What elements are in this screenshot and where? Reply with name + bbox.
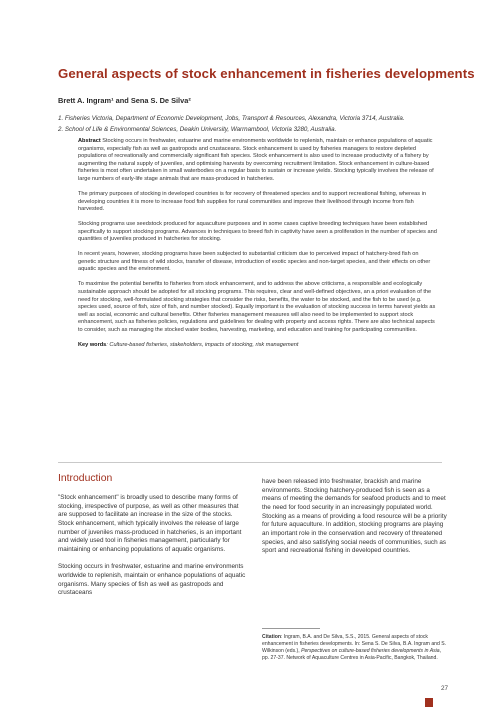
page-marker-square [425,698,433,707]
abstract-label: Abstract [78,138,101,144]
paper-title: General aspects of stock enhancement in fisheries developments [58,66,475,81]
citation: Citation: Ingram, B.A. and De Silva, S.S., 2015. General aspects of stock enhancement in fisheries developments. In: Sena S. De Silva, B.A. Ingram and S. Wilkinson (eds.), Perspectives on culture-based fisheries developments in Asia, pp. 27-37. Network of Aquaculture Centres in Asia-Pacific, Bangkok, Thailand. [262,634,447,662]
keywords-text: : Culture-based fisheries, stakeholders, impacts of stocking, risk management [106,342,299,349]
abstract-paragraph: In recent years, however, stocking programs have been subjected to substantial criticism due to perceived impact of hatchery-bred fish on genetic structure and fitness of wild stocks, transfer of disease, introduction of exotic species and non-target species, and their effects on other aquatic species and the environment. [78,251,431,273]
introduction-text-right [262,478,448,556]
authors: Brett A. Ingram¹ and Sena S. De Silva² [58,96,191,105]
abstract-paragraph: The primary purposes of stocking in developed countries is for recovery of threatened species and to support recreational fishing, whereas in developing countries it is more to increase food fish supplies for rural communities and improve their livelihood through income from fish harvested. [78,190,426,213]
abstract-paragraph: Abstract Stocking occurs in freshwater, estuarine and marine environments worldwide to replenish, maintain or enhance populations of aquatic organisms, especially fish as well as gastropods and crustaceans. Stock enhancement is used by fisheries managers to restore depleted populations of recreationally and commercially significant fish species. Stock enhancement is also used to increase productivity of a fishery by augmenting the natural supply of juveniles, and optimising harvests by overcoming recruitment limitation. Stock enhancement in culture-based fisheries is most often undertaken in small waterbodies on a regular basis to sustain or increase yields. Stocking typically involves the release of large numbers of early-life stage animals that are mass-produced in hatcheries. [78,138,434,182]
body-paragraph: have been released into freshwater, brackish and marine environments. Stocking hatchery-produced fish is seen as a means of meeting the demands for seafood products and to meet the need for food security in an increasingly populated world. Stocking as a means of providing a food resource will be a priority for future aquaculture. In addition, stocking programs are playing an important role in the conservation and recovery of threatened species, and also satisfying social needs of communities, such as sport and recreational fishing in developed countries. [262,478,447,555]
section-divider [58,462,442,463]
abstract-paragraph: To maximise the potential benefits to fisheries from stock enhancement, and to address the above criticisms, a responsible and ecologically sustainable approach should be adopted for all stocking programs. This requires, clear and well-defined objectives, an a priori evaluation of the need for stocking, well-formulated stocking strategies that consider the risks, benefits, the water to be stocked, and the fish to be used (e.g. species used, source of fish, size of fish, and number stocked). Equally important is the evaluation of stocking success in terms harvest yields as well as social, economic and cultural benefits. Other fisheries management measures will also need to be implemented to support stock enhancement, such as fisheries policies, regulations and guidelines for dealing with property and access rights. There are also technical aspects to consider, such as managing the stocked water bodies, harvesting, marketing, and education and training for participating communities. [78,281,436,334]
body-paragraph: Stocking occurs in freshwater, estuarine and marine environments worldwide to replenish, maintain or enhance populations of aquatic organisms. Many species of fish as well as gastropods and crustaceans [58,563,246,597]
citation-label: Citation [262,634,281,640]
introduction-text-left [58,494,248,598]
left-column [58,473,248,607]
page-number: 27 [441,685,449,692]
keywords [78,342,438,350]
abstract [78,138,438,357]
affiliations [58,113,488,135]
abstract-paragraph: Stocking programs use seedstock produced for aquaculture purposes and in some cases captive breeding techniques have been established specifically to support stocking programs. Advances in techniques to breed fish in captivity have seen a proliferation in the number of species and quantities of juveniles produced in hatcheries for stocking. [78,221,437,243]
affiliation-1: 1. Fisheries Victoria, Department of Economic Development, Jobs, Transport & Resources, Alexandra, Victoria 3714, Australia. [58,115,405,122]
body-paragraph: "Stock enhancement" is broadly used to describe many forms of stocking, irrespective of purpose, as well as other measures that are supposed to facilitate an increase in the size of the stocks. Stock enhancement, which typically involves the release of large number of juveniles mass-produced in hatcheries, is an important and widely used tool in fisheries management, particularly for maintaining or enhancing populations of aquatic organisms. [58,494,242,553]
introduction-heading: Introduction [58,473,113,484]
affiliation-2: 2. School of Life & Environmental Sciences, Deakin University, Warrnambool, Victoria 3280, Australia. [58,126,337,133]
right-column [262,478,448,565]
citation-book-title: Perspectives on culture-based fisheries developments in Asia [301,648,440,655]
citation-rule [262,628,320,629]
keywords-label: Key words [78,342,107,349]
